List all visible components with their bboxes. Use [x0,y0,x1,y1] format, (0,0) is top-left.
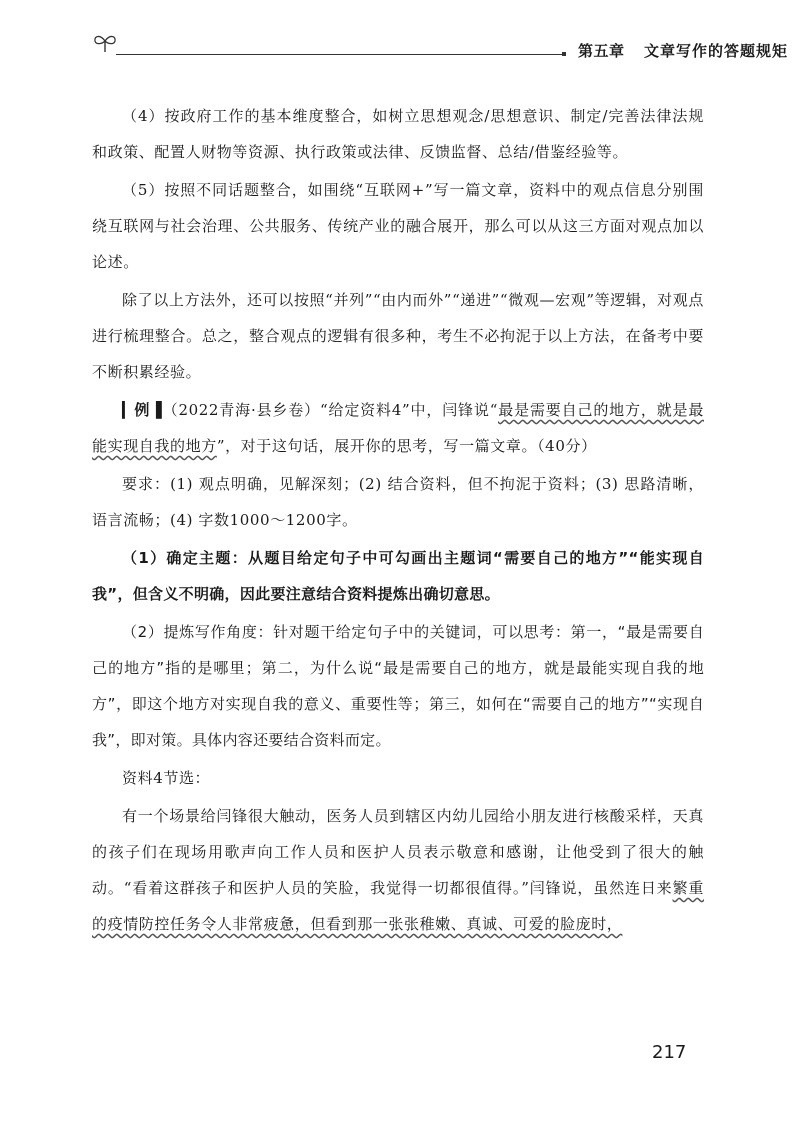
paragraph-item-5: （5）按照不同话题整合，如围绕“互联网+”写一篇文章，资料中的观点信息分别围绕互联网与社会治理、公共服务、传统产业的融合展开，那么可以从这三方面对观点加以论述。 [92,181,704,271]
paragraph-item-4: （4）按政府工作的基本维度整合，如树立思想观念/思想意识、制定/完善法律法规和政策、配置人财物等资源、执行政策或法律、反馈监督、总结/借鉴经验等。 [92,107,704,161]
material-excerpt [92,798,704,942]
running-header [92,30,789,66]
step-writing-angle: （2）提炼写作角度：针对题干给定句子中的关键词，可以思考：第一，“最是需要自己的地方”指的是哪里；第二，为什么说“最是需要自己的地方，就是最能实现自我的地方”，即这个地方对实现自我的意义、重要性等；第三，如何在“需要自己的地方”“实现自我”，即对策。具体内容还要结合资料而定。 [92,623,704,749]
paragraph-summary: 除了以上方法外，还可以按照“并列”“由内而外”“递进”“微观—宏观”等逻辑，对观点进行梳理整合。总之，整合观点的逻辑有很多种，考生不必拘泥于以上方法，在备考中要不断积累经验。 [92,291,704,381]
page-body [92,98,704,944]
requirements: 要求：(1) 观点明确，见解深刻；(2) 结合资料，但不拘泥于资料；(3) 思路清晰，语言流畅；(4) 字数1000～1200字。 [92,475,704,529]
example-outro: ”，对于这句话，展开你的思考，写一篇文章。（40分） [216,437,597,455]
example-quote: 最是需要自己的地方，就是最能实现自我的地方 [92,401,704,455]
page-number: 217 [652,1042,687,1063]
header-rule [116,54,566,55]
chapter-label: 第五章 [578,42,625,60]
example-question [92,392,704,464]
header-rule-end [562,52,566,56]
example-marker: ▎例▐ [122,401,163,419]
chapter-title: 文章写作的答题规矩 [644,42,789,60]
material-label: 资料4节选： [122,769,211,787]
material-text: 有一个场景给闫锋很大触动，医务人员到辖区内幼儿园给小朋友进行核酸采样，天真的孩子们在现场用歌声向工作人员和医护人员表示敬意和感谢，让他受到了很大的触动。“看着这群孩子和医护人员的笑脸，我觉得一切都很值得。”闫锋说，虽然连日来 [92,807,704,897]
step-determine-theme: （1）确定主题：从题目给定句子中可勾画出主题词“需要自己的地方”“能实现自我”，但含义不明确，因此要注意结合资料提炼出确切意思。 [92,549,704,603]
example-intro: （2022青海·县乡卷）“给定资料4”中，闫锋说“ [162,401,499,419]
material-underlined: 繁重的疫情防控任务令人非常疲惫，但看到那一张张稚嫩、真诚、可爱的脸庞时， [92,879,705,933]
leaf-ornament-icon [92,32,118,54]
